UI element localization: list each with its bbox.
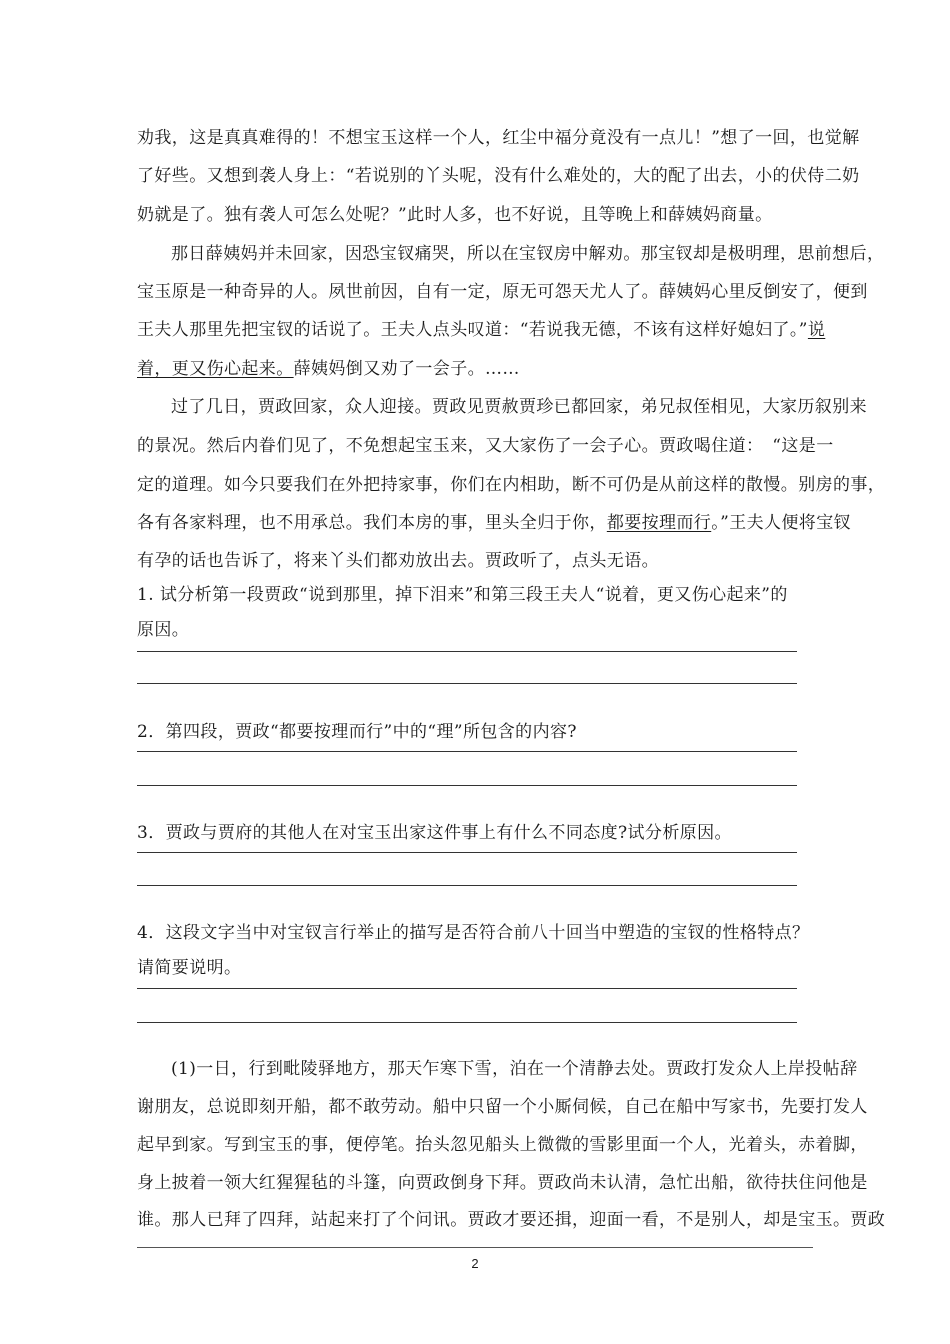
excerpt-line: 起早到家。写到宝玉的事，便停笔。抬头忽见船头上微微的雪影里面一个人，光着头，赤着脚， — [137, 1135, 868, 1155]
passage-line: 各有各家料理，也不用承总。我们本房的事，里头全归于你，都要按理而行。”王夫人便将宝钗 — [137, 513, 852, 533]
underlined-phrase: 着，更又伤心起来。 — [137, 359, 294, 379]
question-4-cont: 请简要说明。 — [137, 958, 242, 978]
answer-line[interactable] — [137, 683, 797, 684]
passage-line: 王夫人那里先把宝钗的话说了。王夫人点头叹道：“若说我无德，不该有这样好媳妇了。”说 — [137, 320, 826, 340]
answer-line[interactable] — [137, 1022, 797, 1023]
question-1-cont: 原因。 — [137, 620, 190, 640]
question-4: 4．这段文字当中对宝钗言行举止的描写是否符合前八十回当中塑造的宝钗的性格特点？ — [137, 923, 810, 943]
passage-line: 的景况。然后内眷们见了，不免想起宝玉来，又大家伤了一会子心。贾政喝住道： “这是一 — [137, 436, 834, 456]
passage-line: 有孕的话也告诉了，将来丫头们都劝放出去。贾政听了，点头无语。 — [137, 551, 659, 571]
excerpt-line: 谁。那人已拜了四拜，站起来打了个问讯。贾政才要还揖，迎面一看，不是别人，却是宝玉。贾政 — [137, 1210, 886, 1230]
footer-divider — [137, 1247, 813, 1248]
passage-line: 那日薛姨妈并未回家，因恐宝钗痛哭，所以在宝钗房中解劝。那宝钗却是极明理，思前想后， — [171, 244, 885, 264]
underlined-phrase: 都要按理而行 — [606, 513, 712, 533]
passage-line: 过了几日，贾政回家，众人迎接。贾政见贾赦贾珍已都回家，弟兄叔侄相见，大家历叙别来 — [171, 397, 867, 417]
answer-line[interactable] — [137, 651, 797, 652]
answer-line[interactable] — [137, 751, 797, 752]
excerpt-line: 身上披着一领大红猩猩毡的斗篷，向贾政倒身下拜。贾政尚未认清，急忙出船，欲待扶住问他是 — [137, 1173, 868, 1193]
excerpt-line: (1)一日，行到毗陵驿地方，那天乍寒下雪，泊在一个清静去处。贾政打发众人上岸投帖辞 — [171, 1059, 858, 1079]
answer-line[interactable] — [137, 852, 797, 853]
excerpt-line: 谢朋友，总说即刻开船，都不敢劳动。船中只留一个小厮伺候，自己在船中写家书，先要打发人 — [137, 1097, 868, 1117]
passage-line: 宝玉原是一种奇异的人。夙世前因，自有一定，原无可怨天尤人了。薛姨妈心里反倒安了，便到 — [137, 282, 868, 302]
passage-line: 了好些。又想到袭人身上：“若说别的丫头呢，没有什么难处的，大的配了出去，小的伏侍二奶 — [137, 166, 860, 186]
passage-line: 劝我，这是真真难得的！不想宝玉这样一个人，红尘中福分竟没有一点儿！”想了一回，也觉解 — [137, 128, 860, 148]
question-2: 2．第四段，贾政“都要按理而行”中的“理”所包含的内容? — [137, 722, 577, 742]
passage-line: 奶就是了。独有袭人可怎么处呢？”此时人多，也不好说，且等晚上和薛姨妈商量。 — [137, 205, 773, 225]
question-3: 3．贾政与贾府的其他人在对宝玉出家这件事上有什么不同态度?试分析原因。 — [137, 823, 732, 843]
underlined-phrase: 说 — [807, 320, 826, 340]
page-number: 2 — [471, 1256, 479, 1271]
answer-line[interactable] — [137, 988, 797, 989]
passage-line: 着，更又伤心起来。薛姨妈倒又劝了一会子。…… — [137, 359, 520, 379]
passage-line: 定的道理。如今只要我们在外把持家事，你们在内相助，断不可仍是从前这样的散慢。别房的事， — [137, 475, 886, 495]
answer-line[interactable] — [137, 885, 797, 886]
answer-line[interactable] — [137, 785, 797, 786]
question-1: 1. 试分析第一段贾政“说到那里，掉下泪来”和第三段王夫人“说着，更又伤心起来”的 — [137, 585, 788, 605]
